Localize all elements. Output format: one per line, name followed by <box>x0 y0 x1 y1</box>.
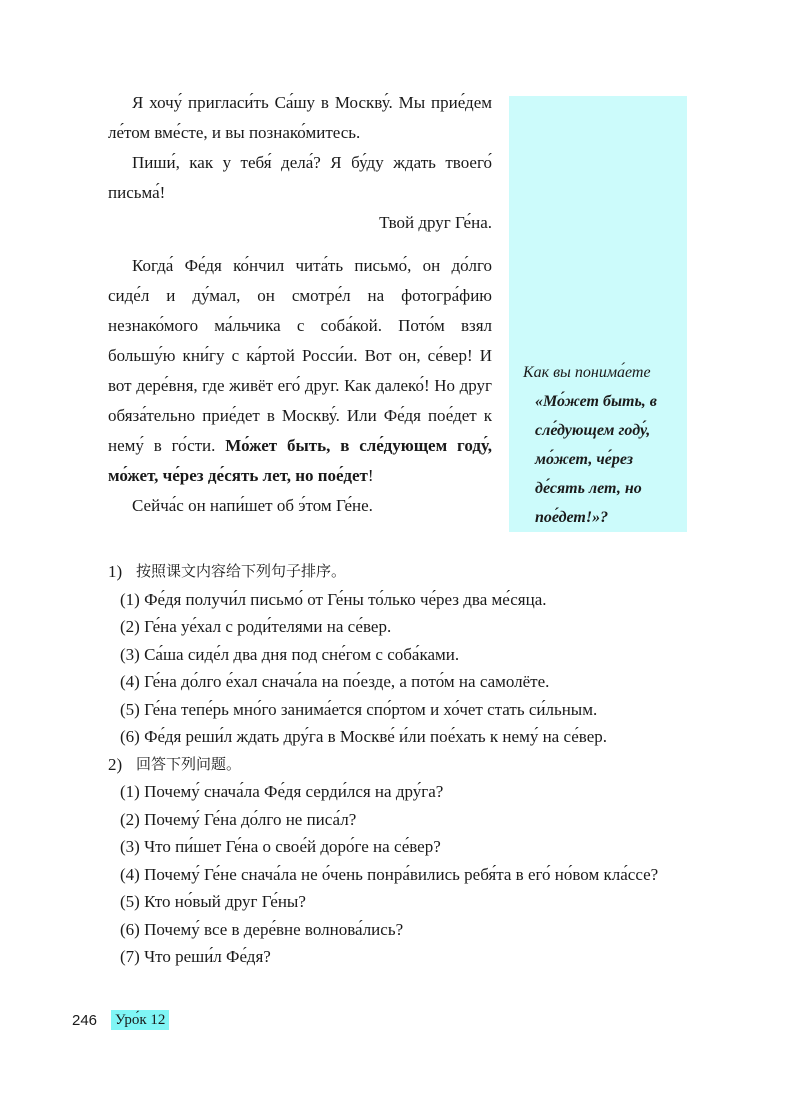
page-number: 246 <box>72 1011 98 1029</box>
letter-paragraph-2: Пиши́, как у тебя́ дела́? Я бу́ду ждать твоего́ письма́! <box>108 153 492 202</box>
sidebar-box <box>509 96 687 532</box>
exercises <box>108 558 708 971</box>
narrative-text: Когда́ Фе́дя ко́нчил чита́ть письмо́, он до́лго сиде́л и ду́мал, он смотре́л на фотогра́фию незнако́мого ма́льчика с соба́кой. Пото́м взял большу́ю кни́гу с ка́ртой Росси́и. Вот он, се́вер! И вот дере́вня, где живёт его́ друг. Как далеко́! Но друг обяза́тельно прие́дет в Москву́. Или Фе́дя пое́дет к нему́ в го́сти. <box>108 256 492 455</box>
exercise-number: 2) <box>108 754 123 774</box>
list-item: (2) Почему́ Ге́на до́лго не писа́л? <box>120 809 357 829</box>
sidebar-question-quote: «Мо́жет быть, в сле́дующем году́, мо́жет, че́рез де́сять лет, но пое́дет!»? <box>535 393 657 526</box>
exercise-1 <box>108 558 708 751</box>
list-item: (6) Почему́ все в дере́вне волнова́лись? <box>120 919 404 939</box>
main-text <box>108 88 492 521</box>
narrative-bold-quote: Мо́жет быть, в сле́дующем году́, мо́жет, че́рез де́сять лет, но пое́дет <box>108 436 492 485</box>
list-item: (4) Почему́ Ге́не снача́ла не о́чень понра́вились ребя́та в его́ но́вом кла́ссе? <box>120 864 659 884</box>
sidebar-question <box>523 358 683 532</box>
list-item: (2) Ге́на уе́хал с роди́телями на се́вер. <box>120 617 392 636</box>
list-item: (5) Ге́на тепе́рь мно́го занима́ется спо́ртом и хо́чет стать си́льным. <box>120 699 598 719</box>
list-item: (3) Что пи́шет Ге́на о свое́й доро́ге на се́вер? <box>120 837 441 856</box>
sidebar-question-prefix: Как вы понима́ете <box>523 364 651 381</box>
letter-signature: Твой друг Ге́на. <box>379 213 492 232</box>
narrative-paragraph-1 <box>108 251 492 491</box>
exercise-number: 1) <box>108 562 123 581</box>
list-item: (4) Ге́на до́лго е́хал снача́ла на по́езде, а пото́м на самолёте. <box>120 672 550 691</box>
list-item: (3) Са́ша сиде́л два дня под сне́гом с соба́ками. <box>120 644 460 664</box>
exercise-2 <box>108 751 708 971</box>
list-item: (7) Что реши́л Фе́дя? <box>120 947 271 966</box>
list-item: (1) Почему́ снача́ла Фе́дя серди́лся на дру́га? <box>120 782 444 801</box>
exercise-instruction: 回答下列问题。 <box>136 754 242 773</box>
narrative-paragraph-2: Сейча́с он напи́шет об э́том Ге́не. <box>132 496 373 515</box>
list-item: (6) Фе́дя реши́л ждать дру́га в Москве́ и́ли пое́хать к нему́ на се́вер. <box>120 727 607 746</box>
page-footer <box>72 1010 169 1030</box>
list-item: (1) Фе́дя получи́л письмо́ от Ге́ны то́лько че́рез два ме́сяца. <box>120 589 547 609</box>
narrative-end: ! <box>367 466 374 485</box>
exercise-instruction: 按照课文内容给下列句子排序。 <box>136 562 347 580</box>
list-item: (5) Кто но́вый друг Ге́ны? <box>120 892 306 911</box>
lesson-label: Уро́к 12 <box>111 1010 169 1030</box>
letter-paragraph-1: Я хочу́ пригласи́ть Са́шу в Москву́. Мы прие́дем ле́том вме́сте, и вы познако́митесь. <box>108 93 492 142</box>
